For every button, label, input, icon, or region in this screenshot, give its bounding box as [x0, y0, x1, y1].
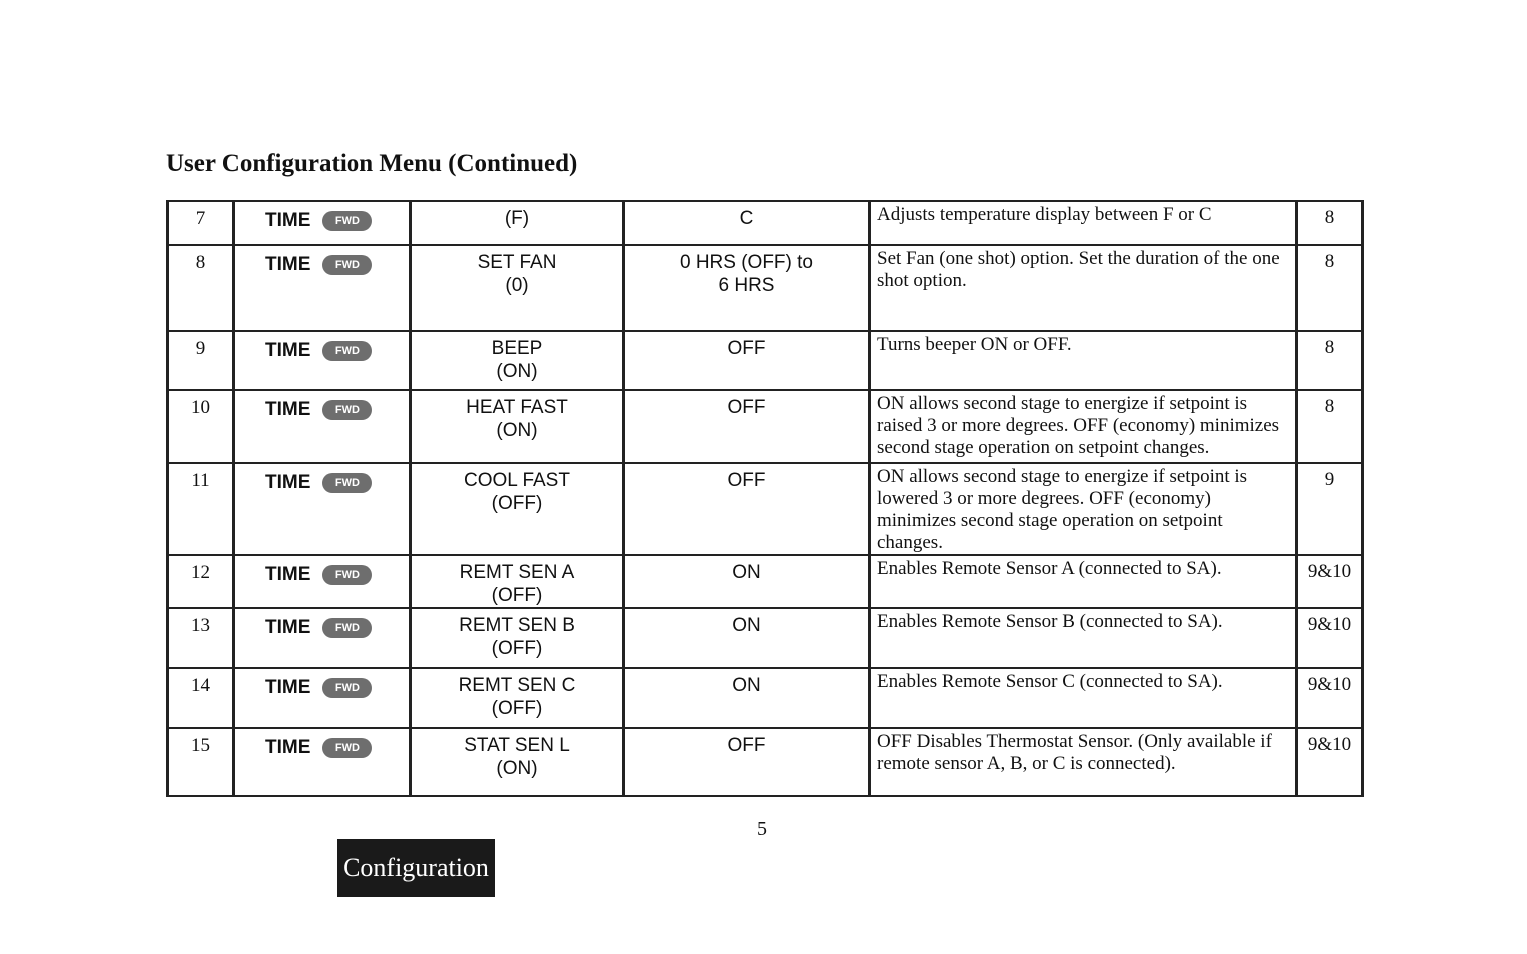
description: ON allows second stage to energize if setpoint is lowered 3 or more degrees. OFF (economy) minimizes second stage operation on setpoint changes.	[870, 463, 1297, 555]
display-text: COOL FAST (OFF)	[411, 463, 624, 555]
page-ref: 9	[1297, 463, 1363, 555]
table-row	[168, 555, 1363, 608]
display-text: BEEP (ON)	[411, 331, 624, 390]
key-sequence	[234, 463, 411, 555]
display-text: STAT SEN L (ON)	[411, 728, 624, 796]
fwd-button-icon: FWD	[322, 618, 372, 638]
step-number: 13	[168, 608, 234, 668]
section-tab: Configuration	[337, 839, 495, 897]
step-number: 8	[168, 245, 234, 331]
page-ref: 9&10	[1297, 555, 1363, 608]
time-button-label: TIME	[265, 210, 311, 231]
fwd-button-icon: FWD	[322, 400, 372, 420]
page-ref: 8	[1297, 245, 1363, 331]
table-row	[168, 608, 1363, 668]
step-number: 10	[168, 390, 234, 463]
option-value: ON	[624, 668, 870, 728]
time-button-label: TIME	[265, 472, 311, 493]
step-number: 15	[168, 728, 234, 796]
config-table	[166, 200, 1364, 797]
step-number: 14	[168, 668, 234, 728]
key-sequence	[234, 245, 411, 331]
table-row	[168, 390, 1363, 463]
page-ref: 8	[1297, 390, 1363, 463]
key-sequence	[234, 728, 411, 796]
table-row	[168, 668, 1363, 728]
option-value: OFF	[624, 390, 870, 463]
display-text: REMT SEN C (OFF)	[411, 668, 624, 728]
time-button-label: TIME	[265, 399, 311, 420]
option-value: C	[624, 201, 870, 245]
step-number: 9	[168, 331, 234, 390]
option-value: OFF	[624, 331, 870, 390]
key-sequence	[234, 331, 411, 390]
page-number: 5	[757, 818, 767, 840]
option-value: 0 HRS (OFF) to 6 HRS	[624, 245, 870, 331]
display-text: (F)	[411, 201, 624, 245]
time-button-label: TIME	[265, 677, 311, 698]
option-value: ON	[624, 555, 870, 608]
key-sequence	[234, 390, 411, 463]
option-value: ON	[624, 608, 870, 668]
table-row	[168, 331, 1363, 390]
description: OFF Disables Thermostat Sensor. (Only available if remote sensor A, B, or C is connected).	[870, 728, 1297, 796]
page-ref: 9&10	[1297, 608, 1363, 668]
time-button-label: TIME	[265, 737, 311, 758]
fwd-button-icon: FWD	[322, 341, 372, 361]
time-button-label: TIME	[265, 254, 311, 275]
fwd-button-icon: FWD	[322, 255, 372, 275]
time-button-label: TIME	[265, 617, 311, 638]
description: Set Fan (one shot) option. Set the duration of the one shot option.	[870, 245, 1297, 331]
display-text: SET FAN (0)	[411, 245, 624, 331]
description: Enables Remote Sensor C (connected to SA).	[870, 668, 1297, 728]
description: Enables Remote Sensor A (connected to SA).	[870, 555, 1297, 608]
key-sequence	[234, 201, 411, 245]
fwd-button-icon: FWD	[322, 473, 372, 493]
fwd-button-icon: FWD	[322, 565, 372, 585]
display-text: HEAT FAST (ON)	[411, 390, 624, 463]
key-sequence	[234, 555, 411, 608]
display-text: REMT SEN B (OFF)	[411, 608, 624, 668]
step-number: 11	[168, 463, 234, 555]
fwd-button-icon: FWD	[322, 211, 372, 231]
step-number: 7	[168, 201, 234, 245]
page-ref: 8	[1297, 331, 1363, 390]
page-ref: 9&10	[1297, 728, 1363, 796]
option-value: OFF	[624, 728, 870, 796]
fwd-button-icon: FWD	[322, 678, 372, 698]
display-text: REMT SEN A (OFF)	[411, 555, 624, 608]
description: Turns beeper ON or OFF.	[870, 331, 1297, 390]
step-number: 12	[168, 555, 234, 608]
description: ON allows second stage to energize if setpoint is raised 3 or more degrees. OFF (economy) minimizes second stage operation on setpoint changes.	[870, 390, 1297, 463]
option-value: OFF	[624, 463, 870, 555]
page-ref: 8	[1297, 201, 1363, 245]
time-button-label: TIME	[265, 340, 311, 361]
table-row	[168, 463, 1363, 555]
table-row	[168, 201, 1363, 245]
time-button-label: TIME	[265, 564, 311, 585]
page-title: User Configuration Menu (Continued)	[166, 150, 578, 177]
table-row	[168, 245, 1363, 331]
table-row	[168, 728, 1363, 796]
description: Adjusts temperature display between F or C	[870, 201, 1297, 245]
key-sequence	[234, 608, 411, 668]
key-sequence	[234, 668, 411, 728]
description: Enables Remote Sensor B (connected to SA).	[870, 608, 1297, 668]
fwd-button-icon: FWD	[322, 738, 372, 758]
page-ref: 9&10	[1297, 668, 1363, 728]
